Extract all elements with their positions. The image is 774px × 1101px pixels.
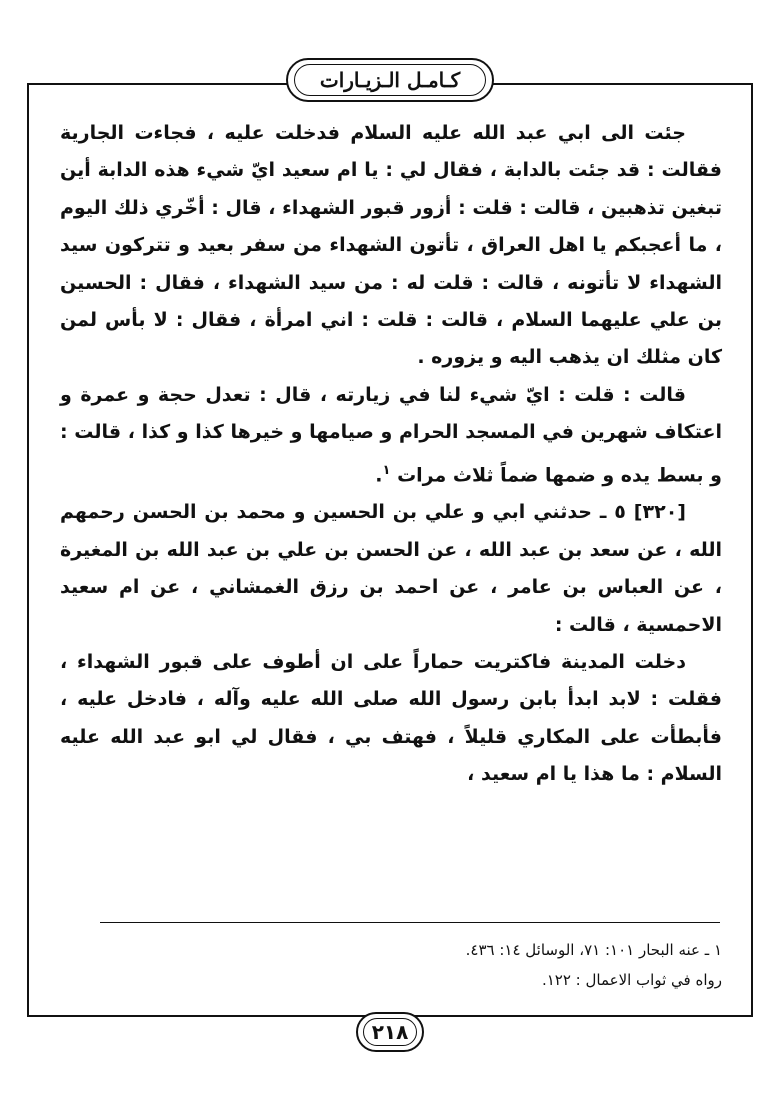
footnotes [100, 935, 722, 995]
footnote-2: رواه في ثواب الاعمال : ١٢٢. [541, 971, 722, 989]
paragraph-1: جئت الى ابي عبد الله عليه السلام فدخلت عليه ، فجاءت الجارية فقالت : قد جئت بالدابة ، فقال لي : يا ام سعيد ايّ شيء هذه الدابة أين تبغين تذهبين ، قالت : قلت : أزور قبور الشهداء ، قال : أخّري ذلك اليوم ، ما أعجبكم يا اهل العراق ، تأتون الشهداء من سفر بعيد و تتركون سيد الشهداء لا تأتونه ، قالت : قلت له : من سيد الشهداء ، فقال : الحسين بن علي عليهما السلام ، قالت : قلت : اني امرأة ، فقال : لا بأس لمن كان مثلك ان يذهب اليه و يزوره . [60, 122, 722, 369]
book-title: كـامـل الـزيـارات [319, 68, 461, 92]
page-number: ٢١٨ [371, 1020, 409, 1044]
footnote-1: ١ ـ عنه البحار ١٠١: ٧١، الوسائل ١٤: ٤٣٦. [465, 941, 722, 959]
page-number-badge [356, 1012, 424, 1052]
paragraph-4: دخلت المدينة فاكتريت حماراً على ان أطوف على قبور الشهداء ، فقلت : لابد ابدأ بابن رسول الله صلى الله عليه وآله ، فادخل عليه ، فأبطأت على المكاري قليلاً ، فهتف بي ، فقال لي ابو عبد الله عليه السلام : ما هذا يا ام سعيد ، [60, 651, 722, 786]
paragraph-3: [٣٢٠] ٥ ـ حدثني ابي و علي بن الحسين و محمد بن الحسن رحمهم الله ، عن سعد بن عبد الله ، عن الحسن بن علي بن عبد الله بن المغيرة ، عن العباس بن عامر ، عن احمد بن رزق الغمشاني ، عن ام سعيد الاحمسية ، قالت : [60, 501, 722, 636]
running-header [286, 58, 494, 102]
paragraph-2: قالت : قلت : ايّ شيء لنا في زيارته ، قال : تعدل حجة و عمرة و اعتكاف شهرين في المسجد الحرام و صيامها و خيرها كذا و كذا ، قالت : و بسط يده و ضمها ضماً ثلاث مرات $^١$. [60, 383, 722, 486]
paragraph-2-text: قالت : قلت : ايّ شيء لنا في زيارته ، قال : تعدل حجة و عمرة و اعتكاف شهرين في المسجد الحرام و صيامها و خيرها كذا و كذا ، قالت : و بسط يده و ضمها ضماً ثلاث مرات [60, 383, 722, 486]
footnote-divider [100, 922, 720, 923]
main-text [60, 115, 722, 794]
footnote-marker: ١ [382, 462, 391, 478]
